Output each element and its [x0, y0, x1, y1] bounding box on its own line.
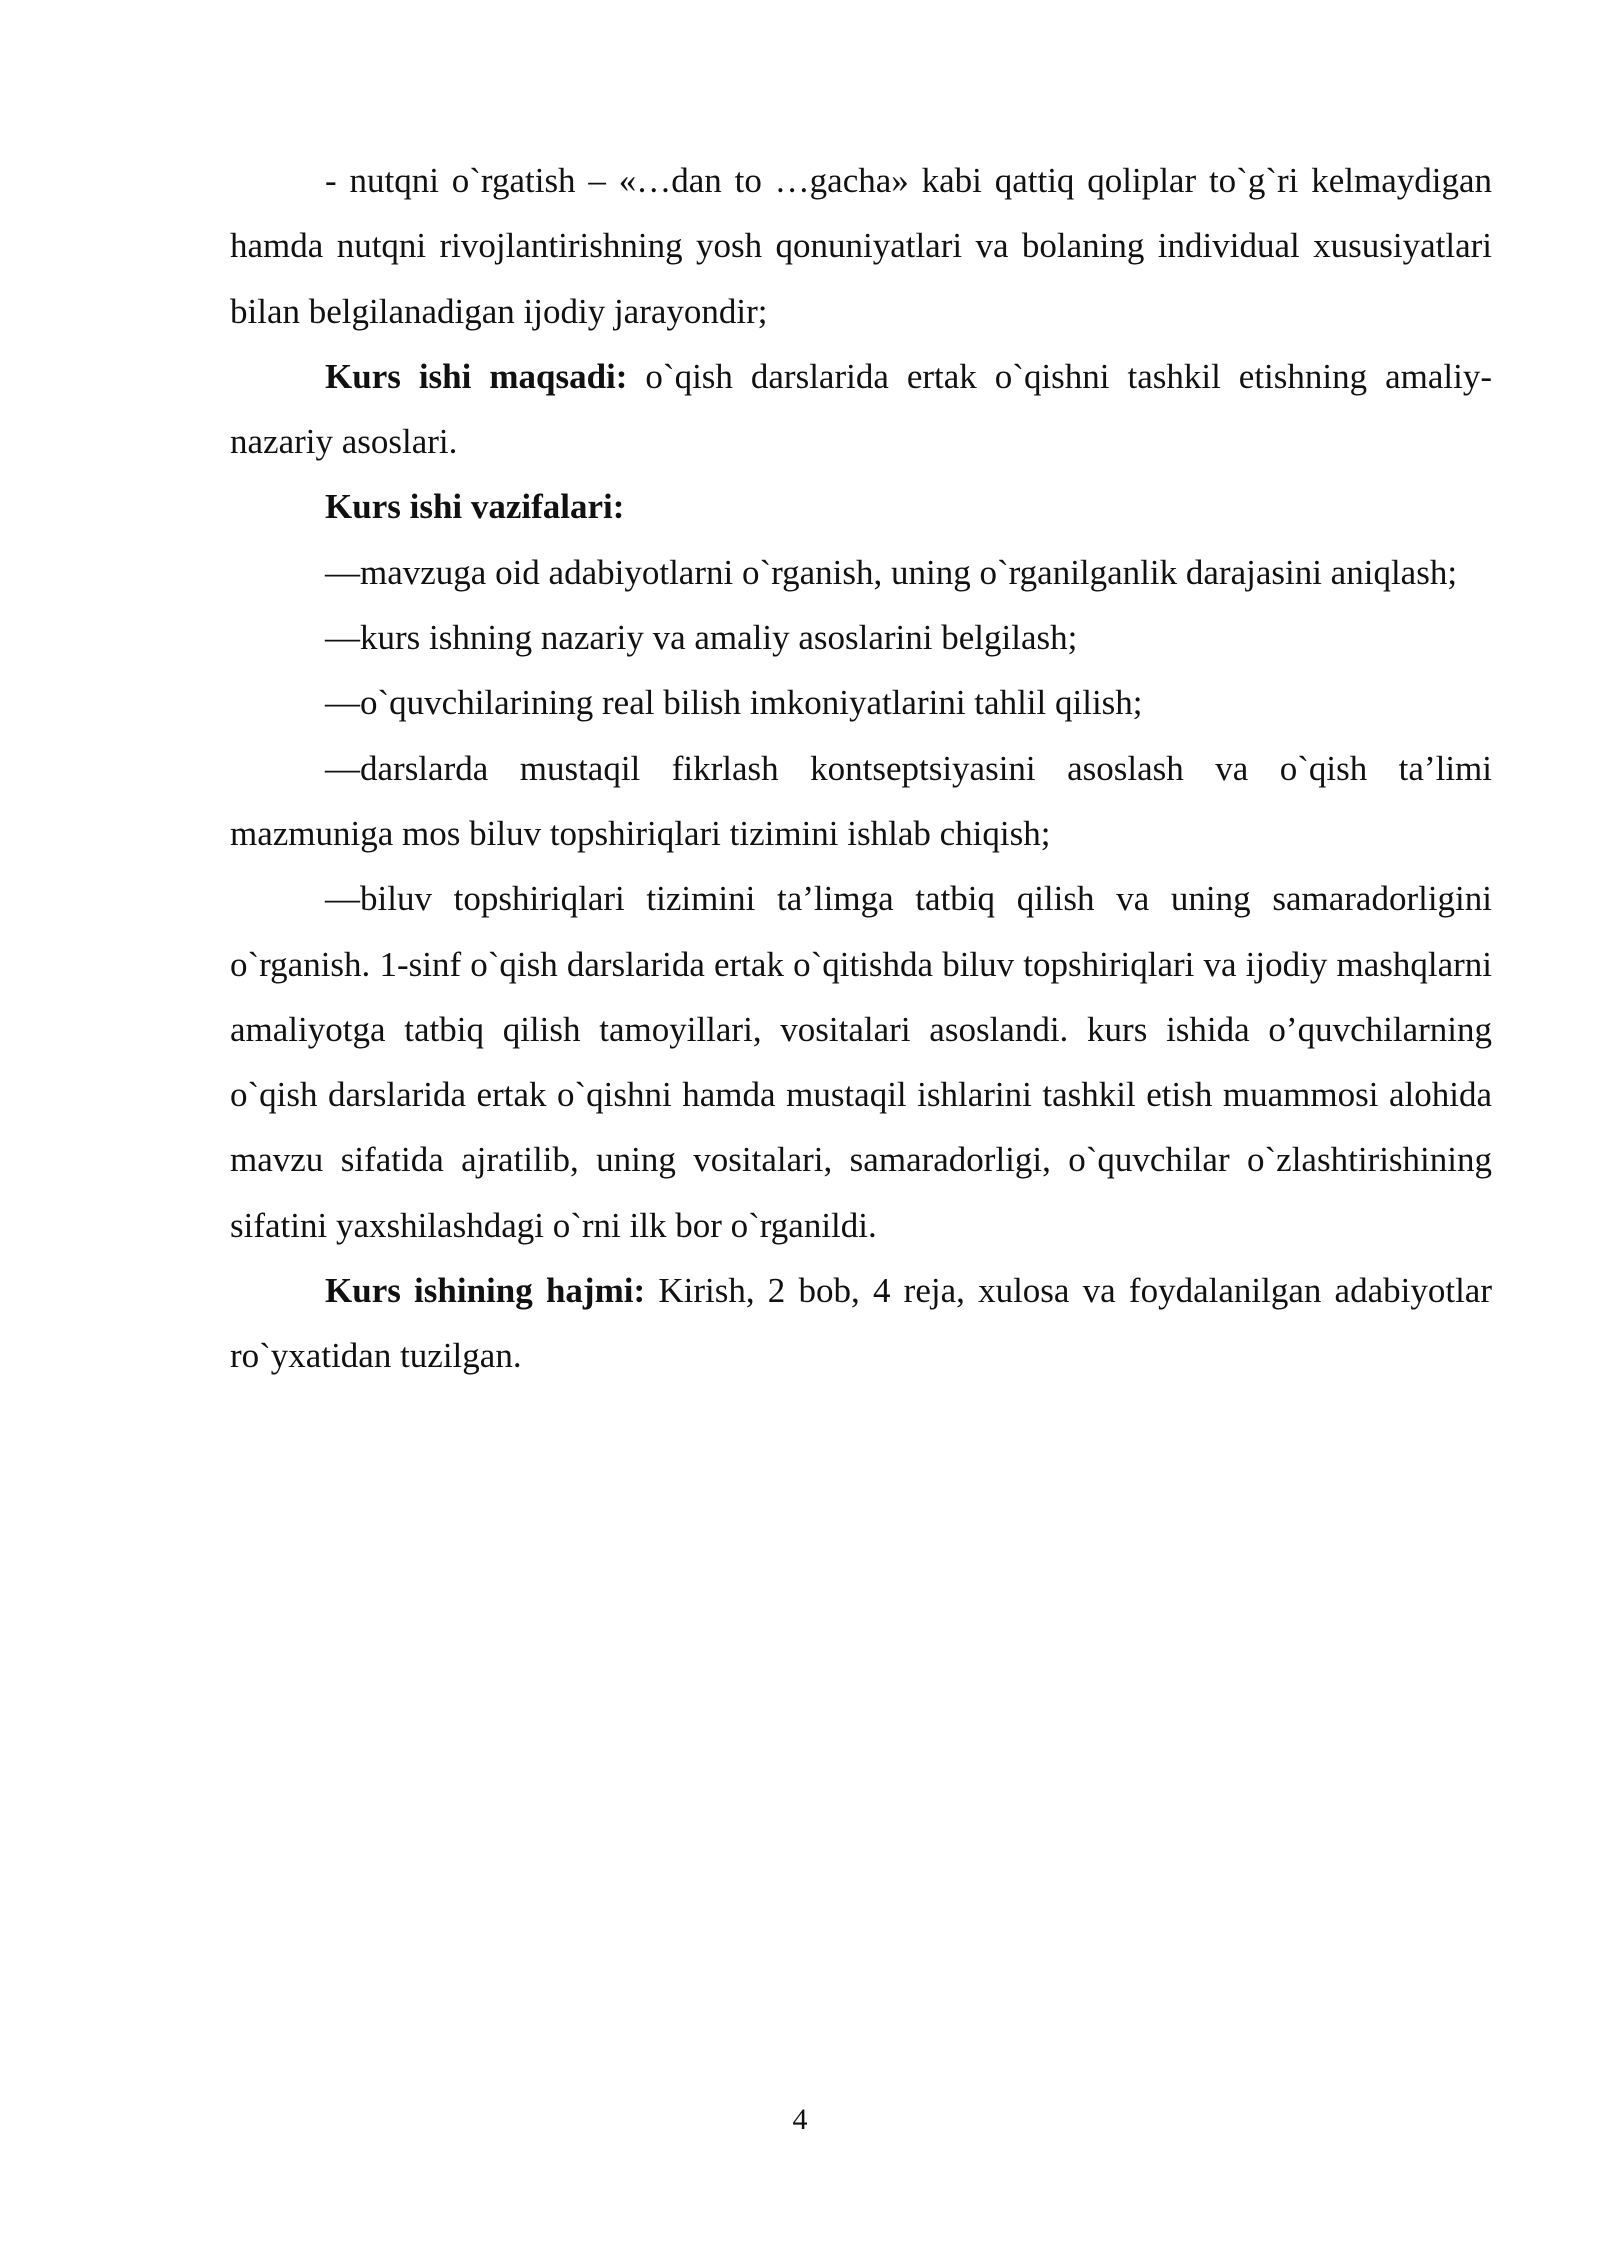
task-item-define-foundations	[230, 605, 1492, 670]
task-item-text: —mavzuga oid adabiyotlarni o`rganish, uning o`rganilganlik darajasini aniqlash;	[325, 552, 1458, 592]
page-number: 4	[792, 2103, 808, 2136]
task-item-text: —biluv topshiriqlari tizimini ta’limga tatbiq qilish va uning samaradorligini o`rganish. 1-sinf o`qish darslarida ertak o`qitishda biluv topshiriqlari va ijodiy mashqlarni amaliyotga tatbiq qilish tamoyillari, vositalari asoslandi. kurs ishida o’quvchilarning o`qish darslarida ertak o`qishni hamda mustaqil ishlarini tashkil etish muammosi alohida mavzu sifatida ajratilib, uning vositalari, samaradorligi, o`quvchilar o`zlashtirishining sifatini yaxshilashdagi o`rni ilk bor o`rganildi.	[230, 879, 1492, 1245]
course-volume-label: Kurs ishining hajmi:	[325, 1271, 646, 1311]
task-item-analyze-abilities	[230, 670, 1492, 735]
course-goal-text: o`qish darslarida ertak o`qishni tashkil etishning amaliy-nazariy asoslari.	[230, 356, 1493, 462]
course-tasks-heading	[230, 474, 1492, 539]
task-item-apply-system	[230, 866, 1492, 1258]
task-item-develop-system	[230, 736, 1492, 867]
paragraph-course-volume	[230, 1258, 1492, 1389]
course-volume-text: Kirish, 2 bob, 4 reja, xulosa va foydalanilgan adabiyotlar ro`yxatidan tuzilgan.	[230, 1271, 1492, 1376]
paragraph-speech-teaching	[230, 148, 1492, 344]
course-goal-label: Kurs ishi maqsadi:	[325, 356, 628, 396]
task-item-text: —kurs ishning nazariy va amaliy asoslarini belgilash;	[325, 618, 1078, 658]
task-item-text: —o`quvchilarining real bilish imkoniyatlarini tahlil qilish;	[325, 683, 1143, 723]
paragraph-course-goal	[230, 344, 1492, 475]
paragraph-text: - nutqni o`rgatish – «…dan to …gacha» kabi qattiq qoliplar to`g`ri kelmaydigan hamda nutqni rivojlantirishning yosh qonuniyatlari va bolaning individual xususiyatlari bilan belgilanadigan ijodiy jarayondir;	[230, 161, 1492, 331]
task-item-text: —darslarda mustaqil fikrlash kontseptsiyasini asoslash va o`qish ta’limi mazmuniga mos biluv topshiriqlari tizimini ishlab chiqish;	[230, 748, 1492, 853]
course-tasks-heading-text: Kurs ishi vazifalari:	[325, 487, 625, 527]
page-body	[230, 148, 1492, 1389]
task-item-literature-study	[230, 540, 1492, 605]
